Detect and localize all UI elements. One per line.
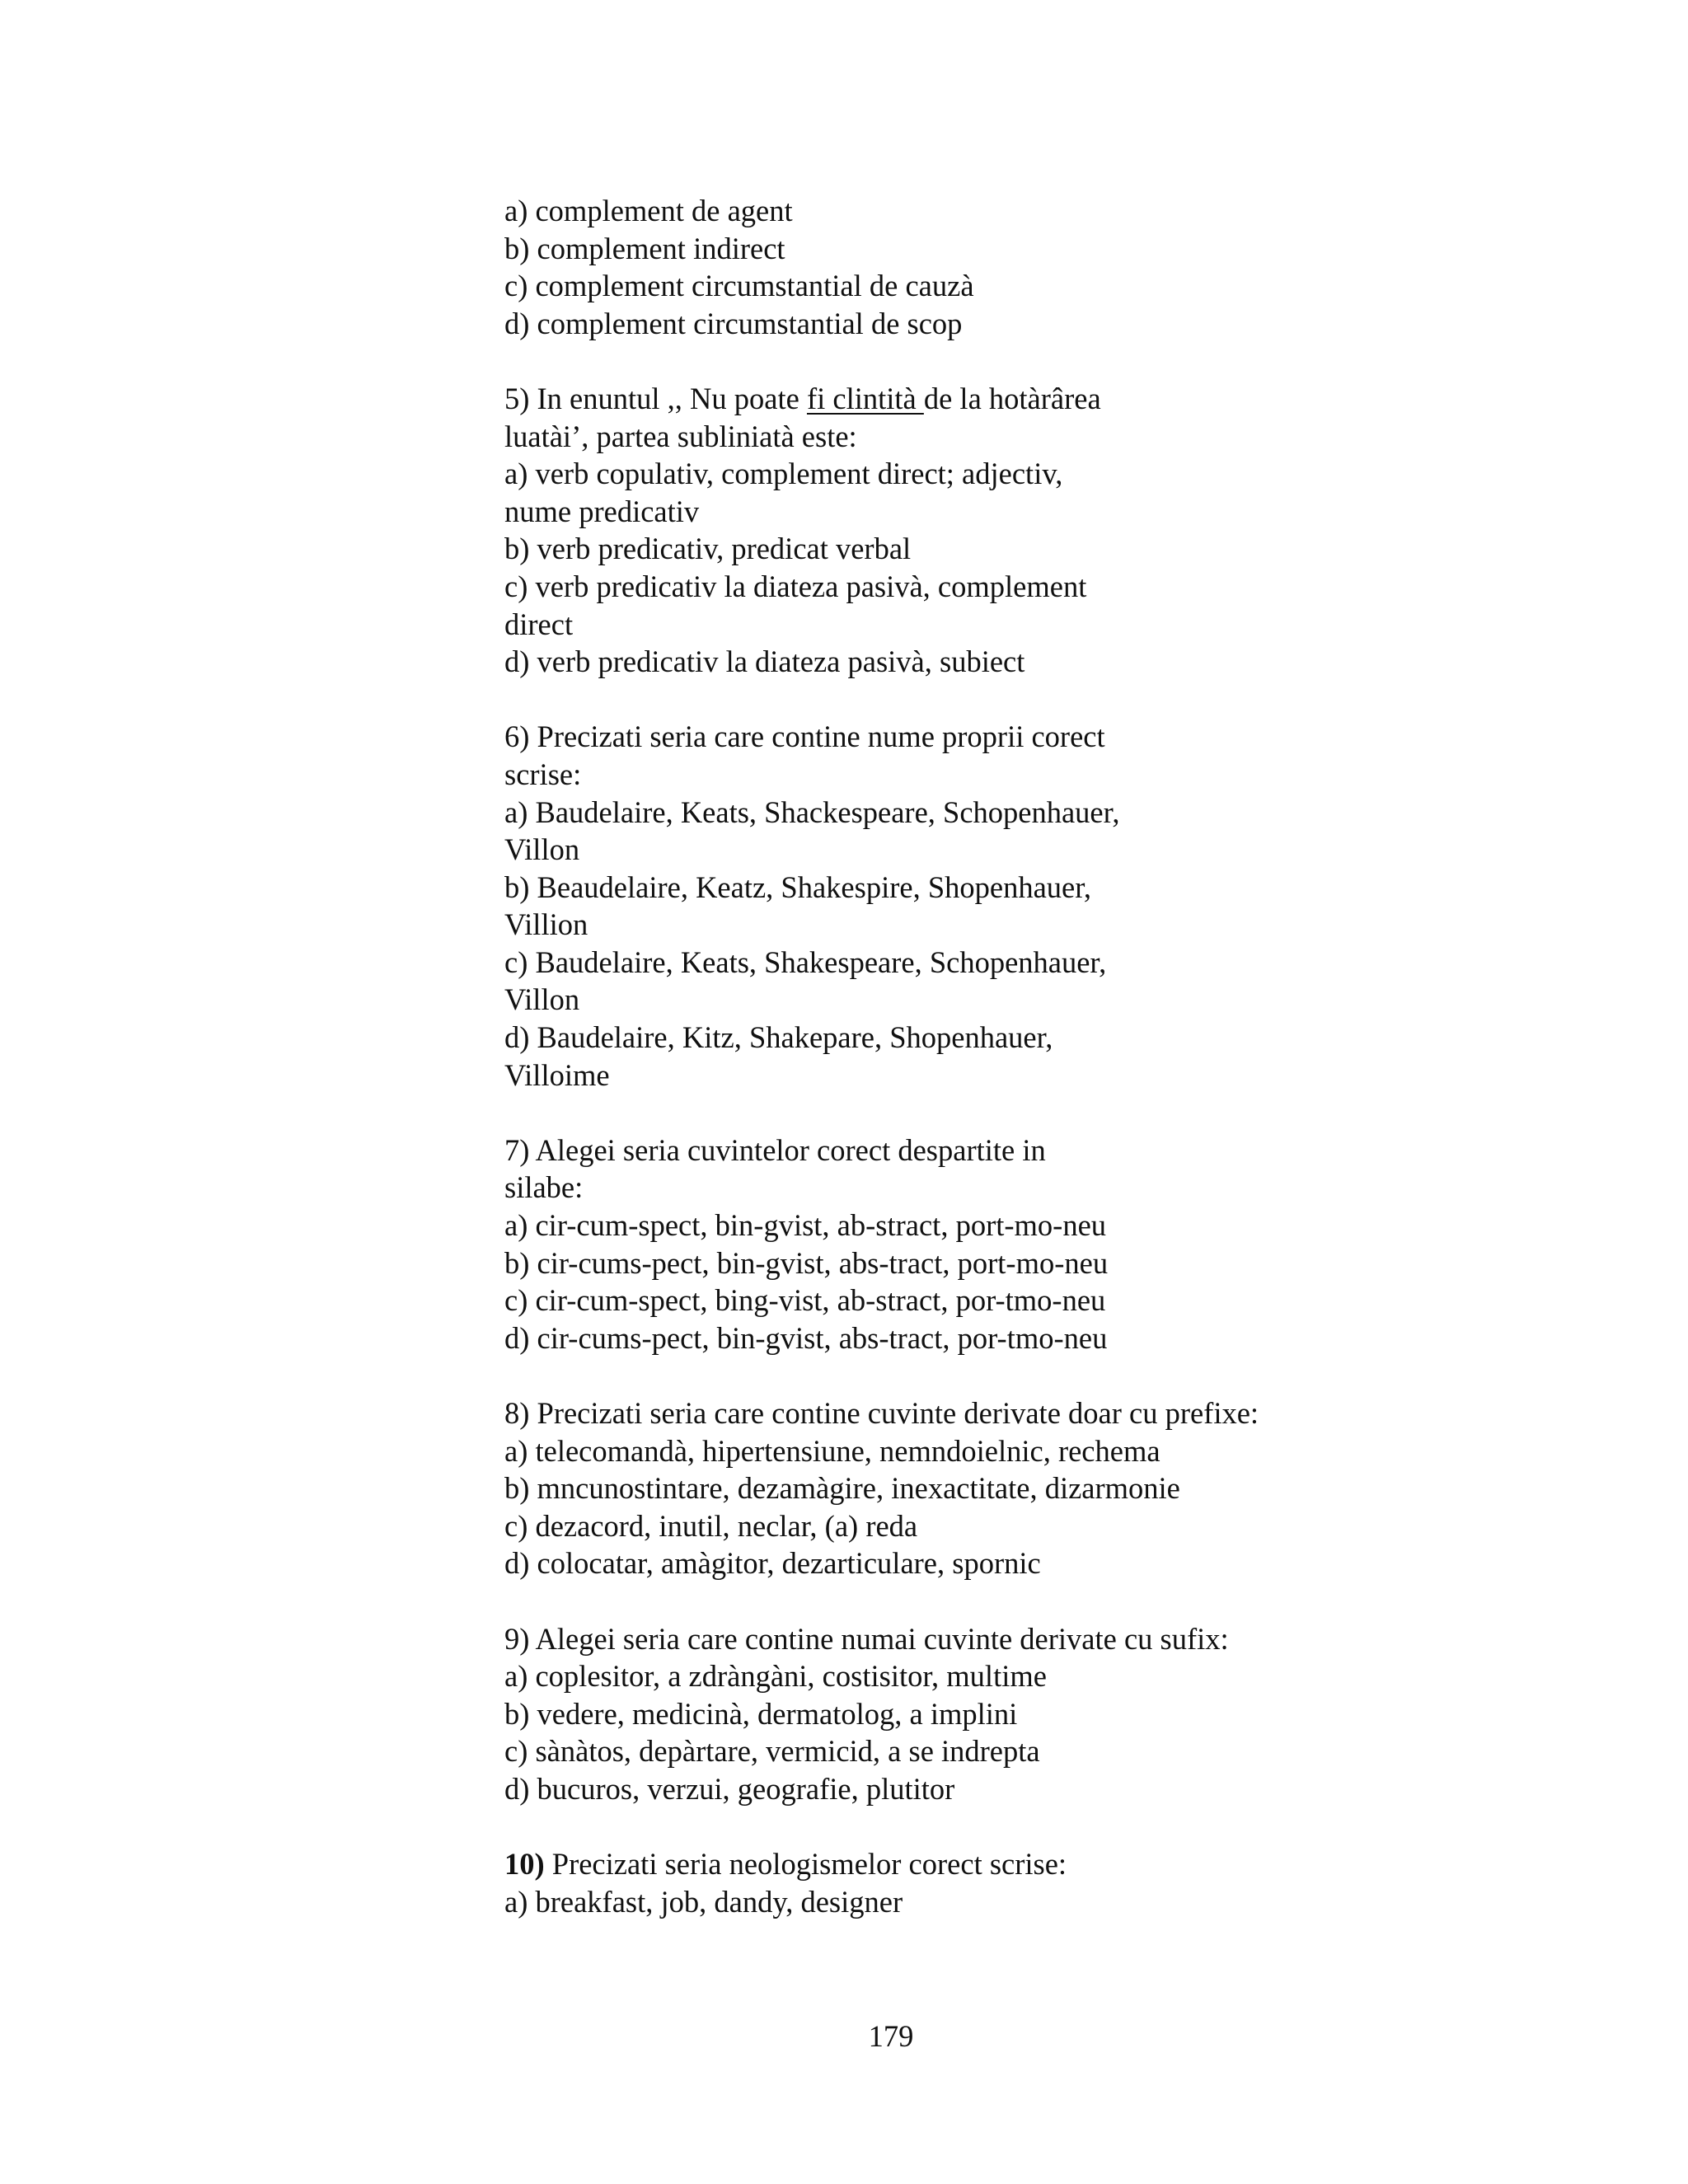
- q4-option: d) complement circumstantial de scop: [504, 306, 963, 340]
- q5-question-line: luatài’, partea subliniatà este:: [504, 419, 857, 453]
- q9-question-line: 9) Alegei seria care contine numai cuvinte derivate cu sufix:: [504, 1621, 1229, 1656]
- q4-option: b) complement indirect: [504, 231, 785, 265]
- spacer: [504, 1094, 1477, 1132]
- page-body: [504, 192, 1477, 1920]
- q6-option: b) Beaudelaire, Keatz, Shakespire, Shopenhauer,: [504, 869, 1092, 904]
- q9-option: d) bucuros, verzui, geografie, plutitor: [504, 1771, 955, 1806]
- q5-option: d) verb predicativ la diateza pasivà, subiect: [504, 644, 1025, 679]
- q8-option: b) mncunostintare, dezamàgire, inexactitate, dizarmonie: [504, 1471, 1180, 1506]
- spacer: [504, 681, 1477, 719]
- q6-option: a) Baudelaire, Keats, Shackespeare, Schopenhauer,: [504, 794, 1120, 829]
- q5-rest: de la hotàrârea: [923, 381, 1101, 415]
- q8-option: d) colocatar, amàgitor, dezarticulare, spornic: [504, 1546, 1041, 1581]
- q9-option: b) vedere, medicinà, dermatolog, a implini: [504, 1696, 1018, 1731]
- page-number: 179: [868, 2019, 914, 2053]
- q8-option: c) dezacord, inutil, neclar, (a) reda: [504, 1508, 918, 1543]
- q7-question-line: silabe:: [504, 1170, 584, 1205]
- q7-question-line: 7) Alegei seria cuvintelor corect despartite in: [504, 1132, 1046, 1167]
- q10-number: 10): [504, 1847, 545, 1882]
- q10-question-line: [504, 1845, 1477, 1883]
- q6-option: Villion: [504, 907, 588, 942]
- q4-option: c) complement circumstantial de cauzà: [504, 269, 974, 303]
- spacer: [504, 342, 1477, 380]
- q5-underlined-phrase: fi clintità: [806, 381, 924, 415]
- q7-option: b) cir-cums-pect, bin-gvist, abs-tract, port-mo-neu: [504, 1245, 1109, 1280]
- q9-option: c) sànàtos, depàrtare, vermicid, a se indrepta: [504, 1734, 1040, 1769]
- q7-option: a) cir-cum-spect, bin-gvist, ab-stract, port-mo-neu: [504, 1208, 1107, 1243]
- q10-question-text: Precizati seria neologismelor corect scrise:: [544, 1847, 1067, 1882]
- q7-option: c) cir-cum-spect, bing-vist, ab-stract, por-tmo-neu: [504, 1283, 1106, 1318]
- q6-option: d) Baudelaire, Kitz, Shakepare, Shopenhauer,: [504, 1020, 1053, 1055]
- q8-option: a) telecomandà, hipertensiune, nemndoielnic, rechema: [504, 1433, 1160, 1468]
- q8-question-line: 8) Precizati seria care contine cuvinte derivate doar cu prefixe:: [504, 1396, 1259, 1430]
- q6-option: c) Baudelaire, Keats, Shakespeare, Schopenhauer,: [504, 944, 1107, 979]
- q5-option: c) verb predicativ la diateza pasivà, complement: [504, 569, 1087, 603]
- q6-option: Villon: [504, 832, 580, 867]
- q6-option: Villoime: [504, 1057, 610, 1092]
- spacer: [504, 1582, 1477, 1620]
- q6-option: Villon: [504, 982, 580, 1017]
- q6-question-line: 6) Precizati seria care contine nume proprii corect: [504, 719, 1105, 754]
- q5-option: a) verb copulativ, complement direct; adjectiv,: [504, 457, 1063, 491]
- spacer: [504, 1808, 1477, 1846]
- q5-option: direct: [504, 607, 574, 641]
- q5-question-line: [504, 380, 1477, 418]
- q4-option: a) complement de agent: [504, 194, 793, 227]
- q6-question-line: scrise:: [504, 757, 582, 791]
- q7-option: d) cir-cums-pect, bin-gvist, abs-tract, por-tmo-neu: [504, 1320, 1108, 1355]
- q5-option: b) verb predicativ, predicat verbal: [504, 532, 912, 566]
- q10-option: a) breakfast, job, dandy, designer: [504, 1884, 903, 1919]
- spacer: [504, 1357, 1477, 1394]
- q9-option: a) coplesitor, a zdràngàni, costisitor, multime: [504, 1659, 1047, 1694]
- q5-intro: 5) In enuntul ,, Nu poate: [504, 381, 807, 415]
- q5-option: nume predicativ: [504, 494, 700, 528]
